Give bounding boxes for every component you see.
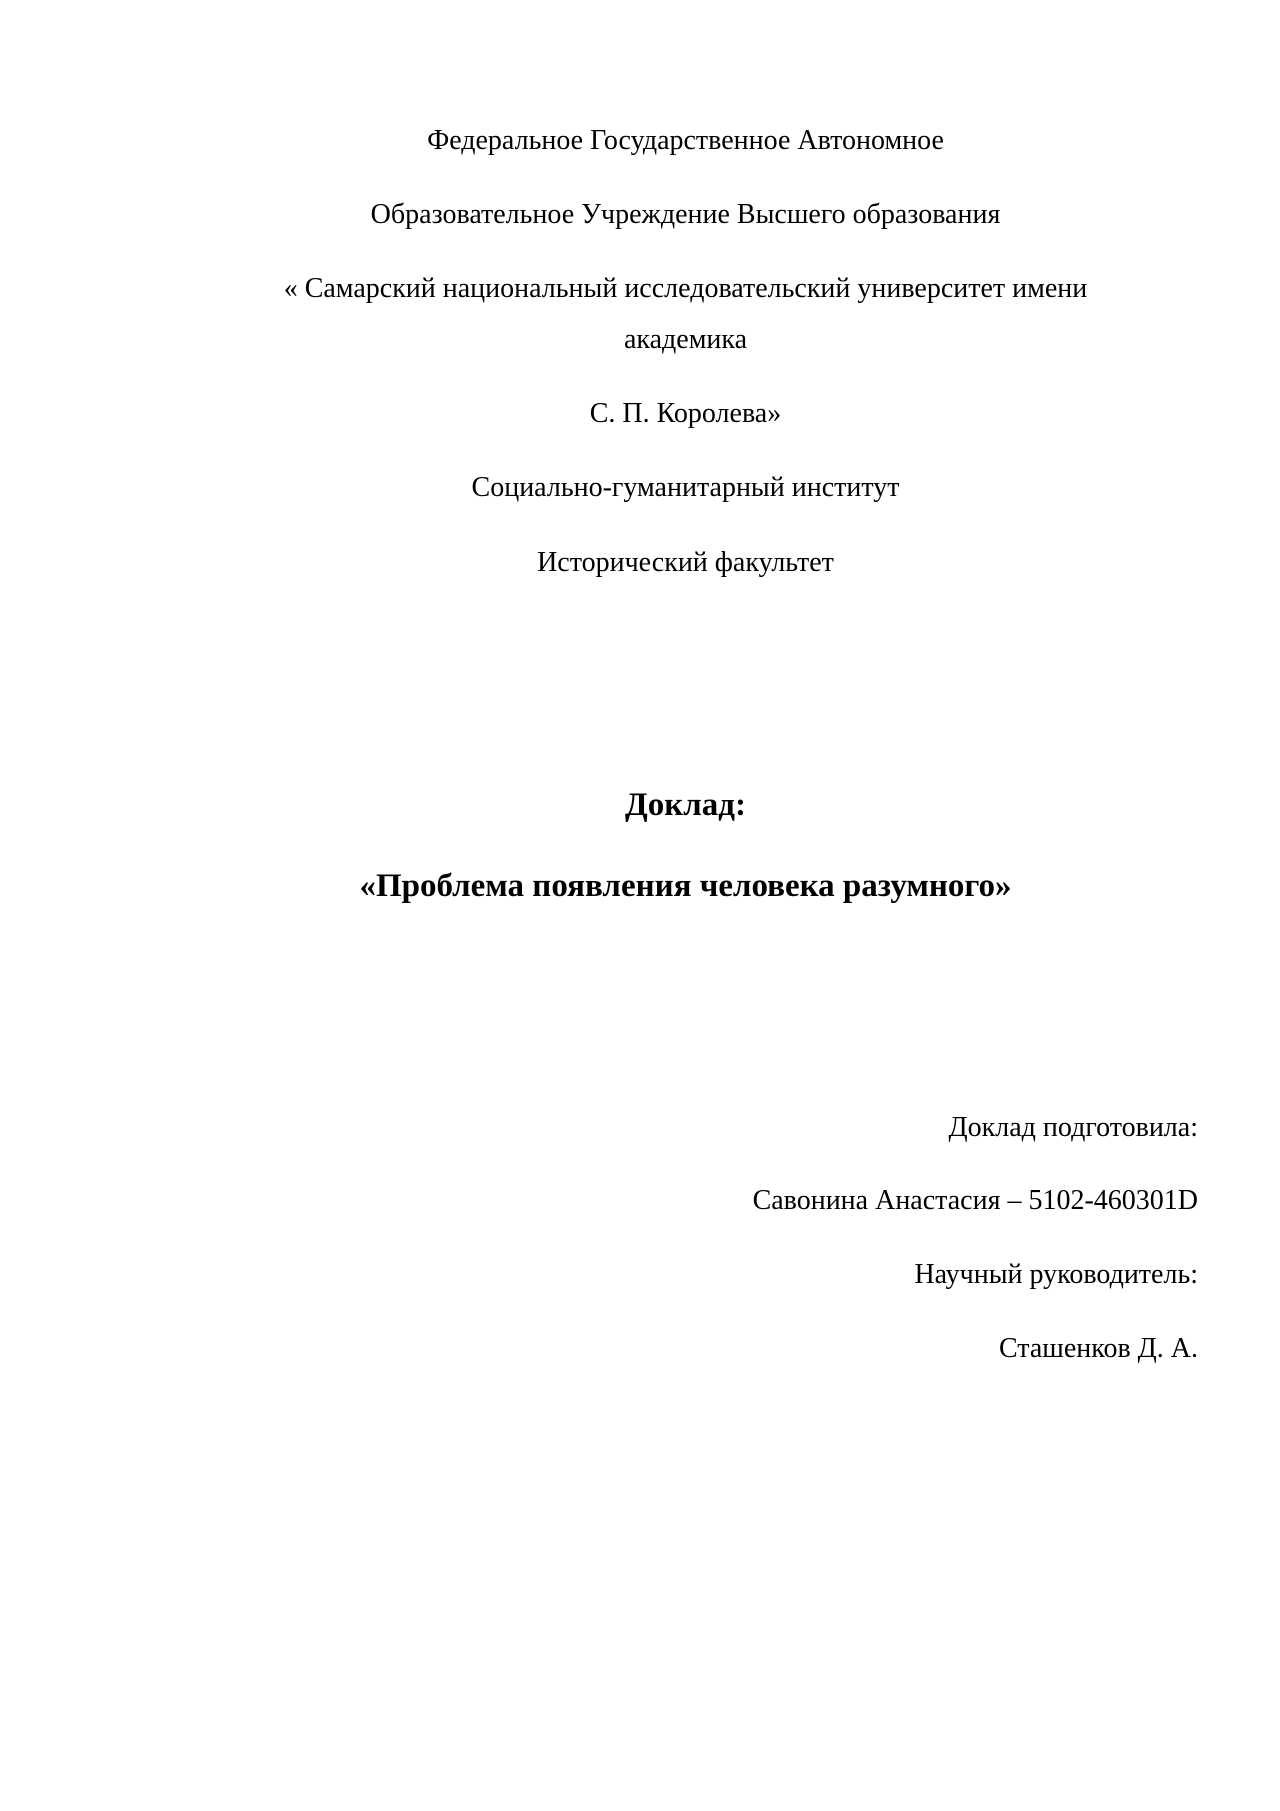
header-line-university: « Самарский национальный исследовательский университет имени	[283, 273, 1088, 304]
header-line-korolev: С. П. Королева»	[589, 398, 782, 429]
supervisor-name: Сташенков Д. А.	[998, 1333, 1198, 1364]
header-line-educational: Образовательное Учреждение Высшего образования	[370, 199, 1001, 230]
author-name: Савонина Анастасия – 5102-460301D	[752, 1185, 1198, 1216]
header-line-institute: Социально-гуманитарный институт	[471, 472, 900, 503]
header-line-academic: академика	[623, 324, 748, 355]
supervisor-label: Научный руководитель:	[914, 1259, 1198, 1290]
report-topic-title: «Проблема появления человека разумного»	[359, 868, 1012, 904]
prepared-by-label: Доклад подготовила:	[948, 1112, 1198, 1143]
header-line-federal: Федеральное Государственное Автономное	[427, 125, 944, 156]
document-type-title: Доклад:	[625, 787, 746, 823]
header-line-faculty: Исторический факультет	[537, 547, 834, 578]
